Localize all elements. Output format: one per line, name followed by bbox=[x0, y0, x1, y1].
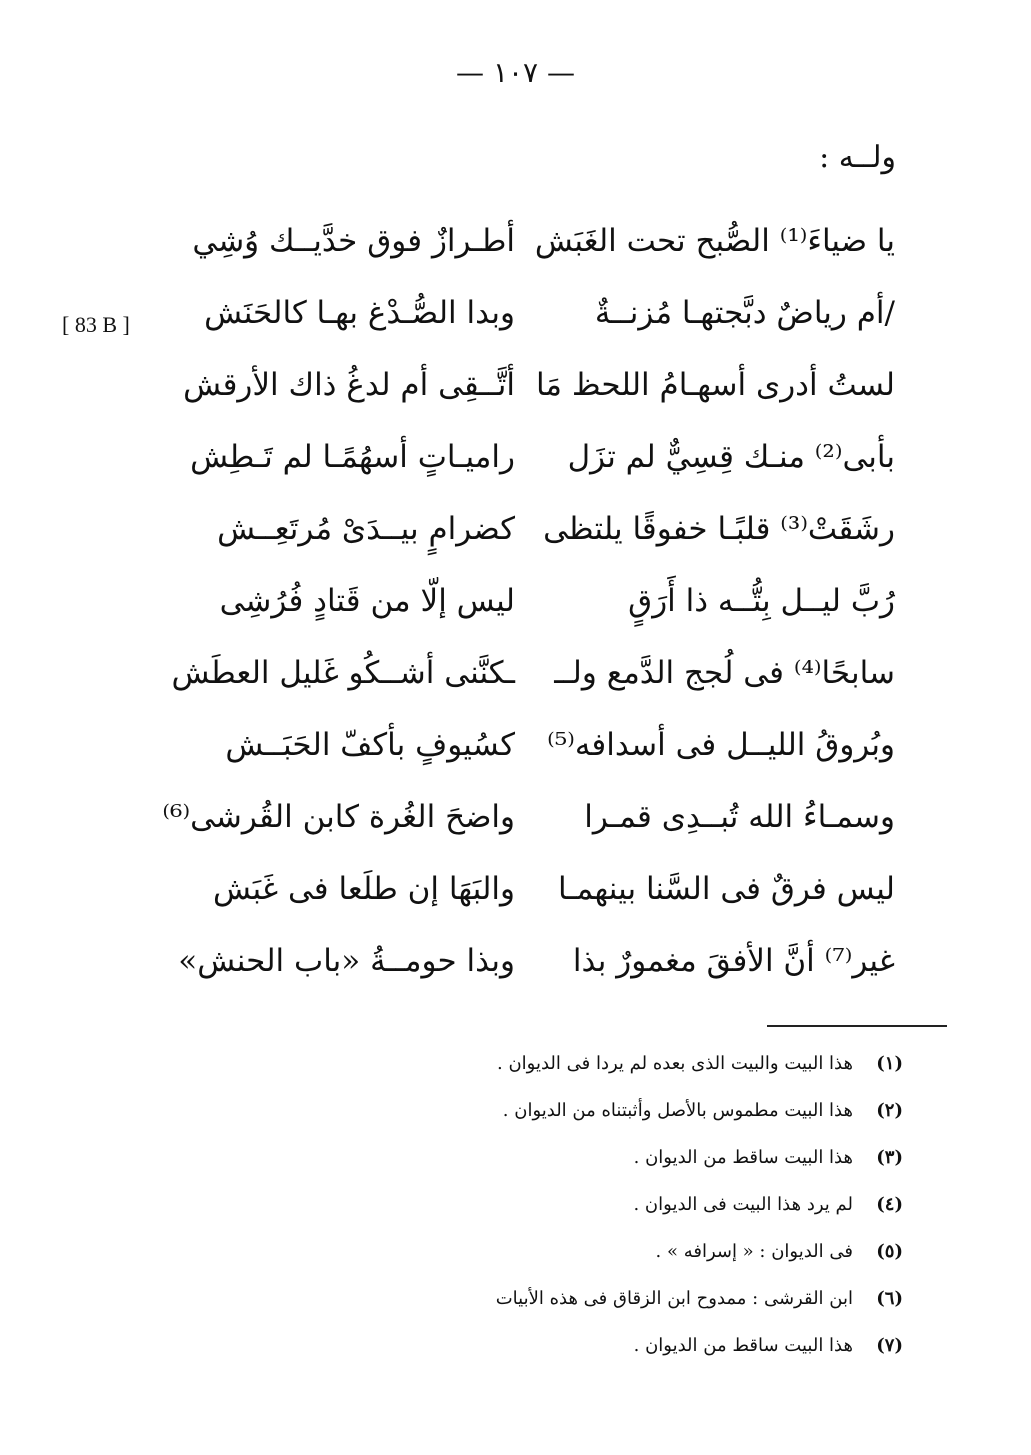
verse bbox=[183, 349, 895, 421]
footnote-number: (٣) bbox=[876, 1147, 903, 1168]
verse-second-hemistich: كضرامٍ بيــدَىْ مُرتَعِــش bbox=[217, 511, 515, 547]
footnote-text: هذا البيت والبيت الذى بعده لم يردا فى الديوان . bbox=[497, 1053, 853, 1074]
poem-intro: ولــه : bbox=[819, 140, 896, 175]
footnote-number: (١) bbox=[876, 1053, 903, 1074]
footnote bbox=[283, 1087, 903, 1134]
verse-first-hemistich: لستُ أدرى أسهـامُ اللحظ مَا bbox=[535, 367, 895, 403]
footnote-number: (٧) bbox=[876, 1335, 903, 1356]
verse bbox=[215, 853, 895, 925]
verse-first-hemistich: وبُروقُ الليــل فى أسدافه⁽⁵⁾ bbox=[547, 727, 895, 763]
verse-first-hemistich: بأبى⁽²⁾ منـك قِسِيٌّ لم تزَل bbox=[567, 439, 895, 475]
verse-second-hemistich: أتَّــقِى أم لدغُ ذاك الأرقش bbox=[183, 367, 515, 403]
footnote-number: (٤) bbox=[876, 1194, 903, 1215]
verse-second-hemistich: راميـاتٍ أسهُمًـا لم تَـطِش bbox=[190, 439, 515, 475]
verse-first-hemistich: غير⁽⁷⁾ أنَّ الأفقَ مغمورٌ بذا bbox=[572, 943, 895, 979]
footnote-text: لم يرد هذا البيت فى الديوان . bbox=[633, 1194, 853, 1215]
verse bbox=[162, 781, 895, 853]
footnote-text: فى الديوان : « إسرافه » . bbox=[655, 1241, 853, 1262]
verse bbox=[192, 205, 895, 277]
footnote bbox=[283, 1322, 903, 1369]
verse bbox=[171, 637, 895, 709]
footnote-number: (٢) bbox=[876, 1100, 903, 1121]
footnote-text: هذا البيت ساقط من الديوان . bbox=[633, 1335, 853, 1356]
verse-first-hemistich: سابحًا⁽⁴⁾ فى لُجج الدَّمع ولــ bbox=[554, 655, 895, 691]
verse-first-hemistich: يا ضياءَ⁽¹⁾ الصُّبح تحت الغَبَش bbox=[534, 223, 895, 259]
verse-second-hemistich: واضحَ الغُرة كابن القُرشى⁽⁶⁾ bbox=[162, 799, 515, 835]
footnote bbox=[283, 1134, 903, 1181]
footnote-text: ابن القرشى : ممدوح ابن الزقاق فى هذه الأبيات bbox=[495, 1288, 853, 1309]
footnote-text: هذا البيت ساقط من الديوان . bbox=[633, 1147, 853, 1168]
verse-first-hemistich: رُبَّ ليــل بِتُّــه ذا أَرَقٍ bbox=[628, 583, 895, 619]
footnote-text: هذا البيت مطموس بالأصل وأثبتناه من الديوان . bbox=[502, 1100, 853, 1121]
verse-second-hemistich: كسُيوفٍ بأكفّ الحَبَــش bbox=[225, 727, 515, 763]
verse-first-hemistich: رشَقَتْ⁽³⁾ قلبًـا خفوقًا يلتظى bbox=[543, 511, 895, 547]
verse-second-hemistich: وبذا حومــةُ «باب الحنش» bbox=[178, 943, 515, 979]
footnote-divider bbox=[767, 1025, 947, 1027]
footnote bbox=[283, 1275, 903, 1322]
verse-second-hemistich: ليس إلّا من قَتادٍ فُرُشِى bbox=[219, 583, 515, 619]
verse bbox=[178, 925, 895, 997]
verse-first-hemistich: وسمـاءُ الله تُبــدِى قمـرا bbox=[584, 799, 895, 835]
footnotes bbox=[283, 1040, 903, 1369]
verse-second-hemistich: وبدا الصُّـدْغ بهـا كالحَنَش bbox=[204, 295, 515, 331]
footnote bbox=[283, 1228, 903, 1275]
verse bbox=[204, 277, 895, 349]
folio-mark: [ 83 B ] bbox=[62, 312, 130, 337]
verse bbox=[215, 709, 895, 781]
verse bbox=[190, 421, 895, 493]
verse-first-hemistich: /أم رياضٌ دبَّجتهـا مُزنــةٌ bbox=[594, 295, 895, 331]
verse bbox=[215, 565, 895, 637]
footnote-number: (٦) bbox=[876, 1288, 903, 1309]
footnote-number: (٥) bbox=[876, 1241, 903, 1262]
footnote bbox=[283, 1040, 903, 1087]
verse-first-hemistich: ليس فرقٌ فى السَّنا بينهمـا bbox=[558, 871, 895, 907]
verse-second-hemistich: والبَهَا إن طلَعا فى غَبَش bbox=[213, 871, 515, 907]
verse bbox=[215, 493, 895, 565]
verse-second-hemistich: ـكنَّنى أشــكُو غَليل العطَش bbox=[171, 655, 515, 691]
footnote bbox=[283, 1181, 903, 1228]
poem bbox=[162, 205, 895, 997]
verse-second-hemistich: أطـرازٌ فوق خدَّيــك وُشِي bbox=[192, 223, 515, 259]
page-number: — ١٠٧ — bbox=[456, 56, 575, 89]
